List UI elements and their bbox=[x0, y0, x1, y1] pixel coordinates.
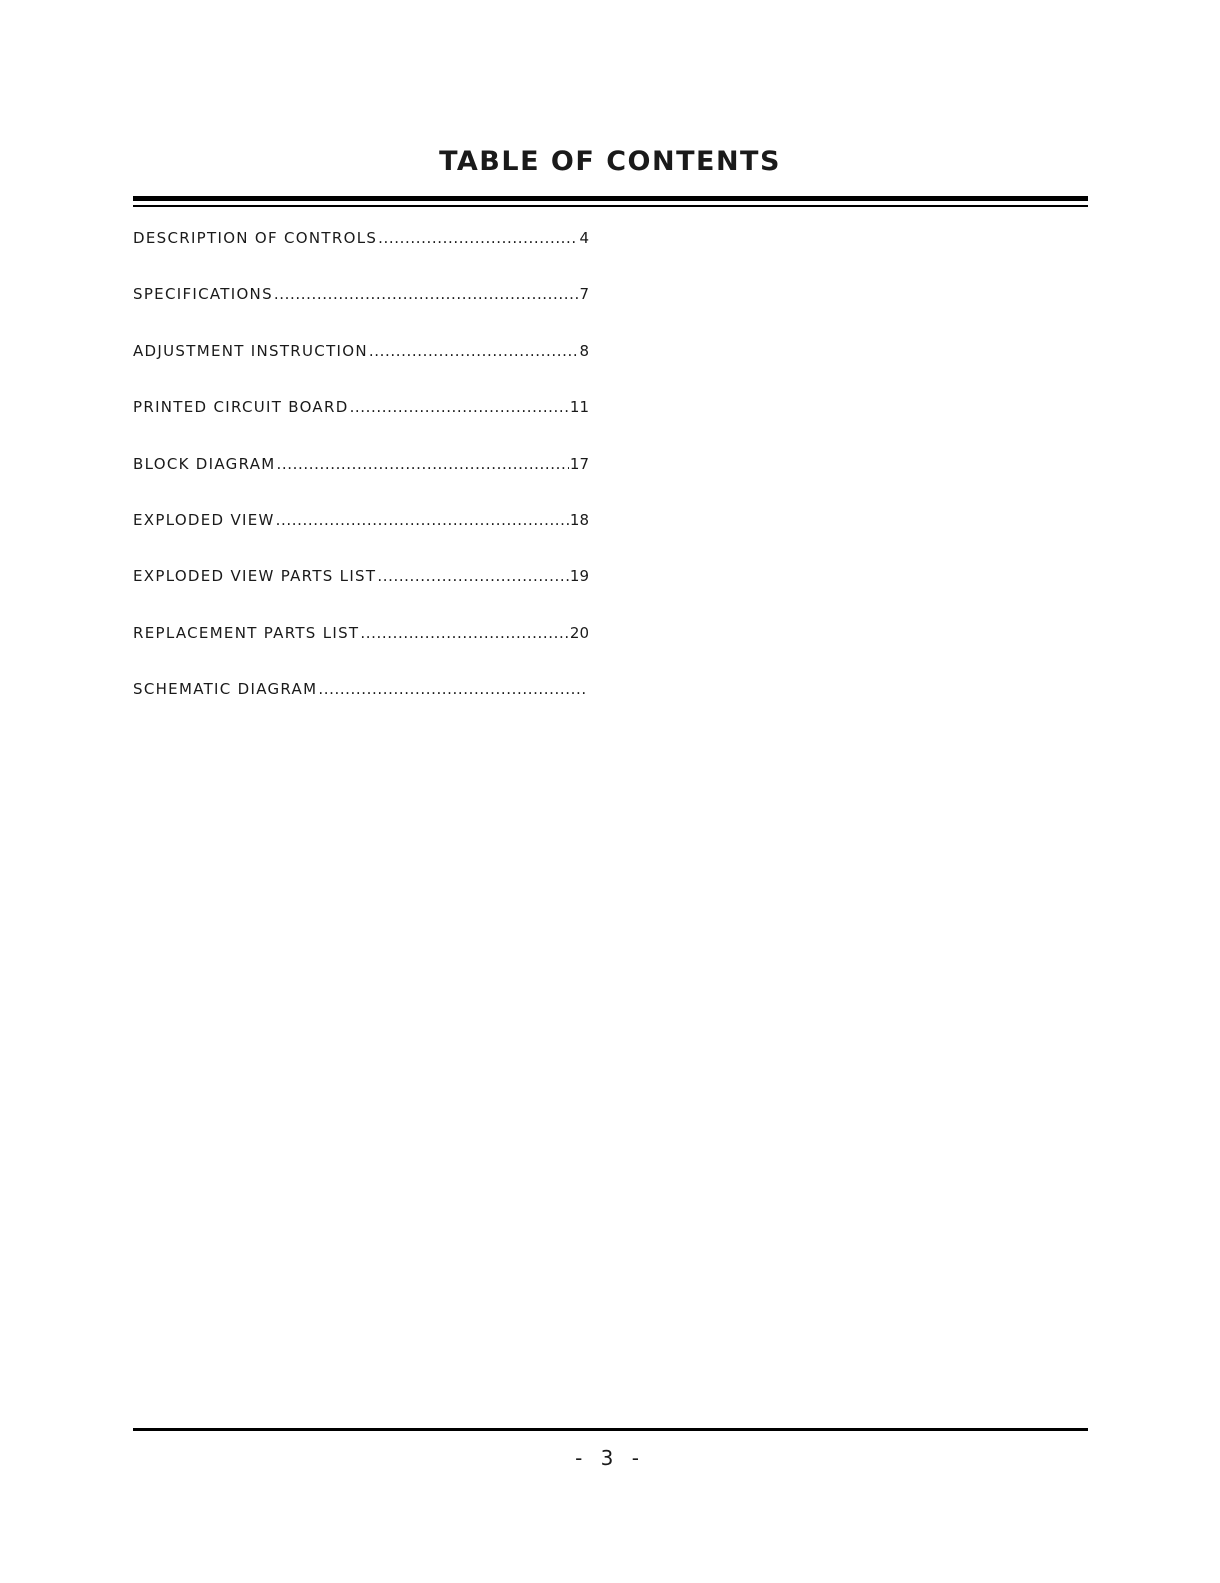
toc-entry-printed-circuit-board[interactable] bbox=[133, 398, 589, 454]
footer-rule bbox=[133, 1428, 1088, 1431]
toc-page-number: 11 bbox=[569, 398, 589, 417]
toc-label: BLOCK DIAGRAM bbox=[133, 454, 276, 473]
toc-leader bbox=[369, 342, 579, 360]
toc-label: REPLACEMENT PARTS LIST bbox=[133, 623, 360, 642]
toc-entry-block-diagram[interactable] bbox=[133, 455, 589, 511]
toc-leader bbox=[276, 511, 569, 529]
toc-entry-adjustment-instruction[interactable] bbox=[133, 342, 589, 398]
table-of-contents bbox=[133, 229, 589, 737]
header-rule-thin bbox=[133, 205, 1088, 207]
header-rule-thick bbox=[133, 196, 1088, 201]
toc-entry-exploded-view[interactable] bbox=[133, 511, 589, 567]
toc-entry-specifications[interactable] bbox=[133, 285, 589, 341]
toc-entry-exploded-view-parts-list[interactable] bbox=[133, 567, 589, 623]
toc-page-number: 17 bbox=[569, 454, 589, 473]
toc-label: EXPLODED VIEW PARTS LIST bbox=[133, 567, 377, 586]
toc-leader bbox=[378, 229, 578, 247]
page-number: - 3 - bbox=[575, 1446, 645, 1470]
toc-label: SPECIFICATIONS bbox=[133, 285, 273, 304]
toc-label: ADJUSTMENT INSTRUCTION bbox=[133, 341, 368, 360]
toc-label: PRINTED CIRCUIT BOARD bbox=[133, 398, 349, 417]
toc-entry-schematic-diagram[interactable] bbox=[133, 680, 589, 736]
toc-page-number: 7 bbox=[579, 285, 589, 304]
toc-entry-description-of-controls[interactable] bbox=[133, 229, 589, 285]
toc-leader bbox=[318, 680, 588, 698]
toc-page-number: 20 bbox=[569, 623, 589, 642]
toc-label: EXPLODED VIEW bbox=[133, 510, 275, 529]
toc-entry-replacement-parts-list[interactable] bbox=[133, 624, 589, 680]
toc-leader bbox=[377, 567, 569, 585]
toc-page-number: 19 bbox=[569, 567, 589, 586]
toc-label: SCHEMATIC DIAGRAM bbox=[133, 680, 318, 699]
toc-page-number: 4 bbox=[579, 229, 589, 247]
toc-leader bbox=[277, 455, 569, 473]
toc-leader bbox=[360, 624, 569, 642]
toc-leader bbox=[350, 398, 569, 416]
toc-page-number: 8 bbox=[579, 341, 589, 360]
toc-label: DESCRIPTION OF CONTROLS bbox=[133, 229, 378, 247]
page-title: TABLE OF CONTENTS bbox=[439, 146, 781, 177]
toc-page-number: 18 bbox=[569, 510, 589, 529]
toc-leader bbox=[274, 285, 579, 303]
